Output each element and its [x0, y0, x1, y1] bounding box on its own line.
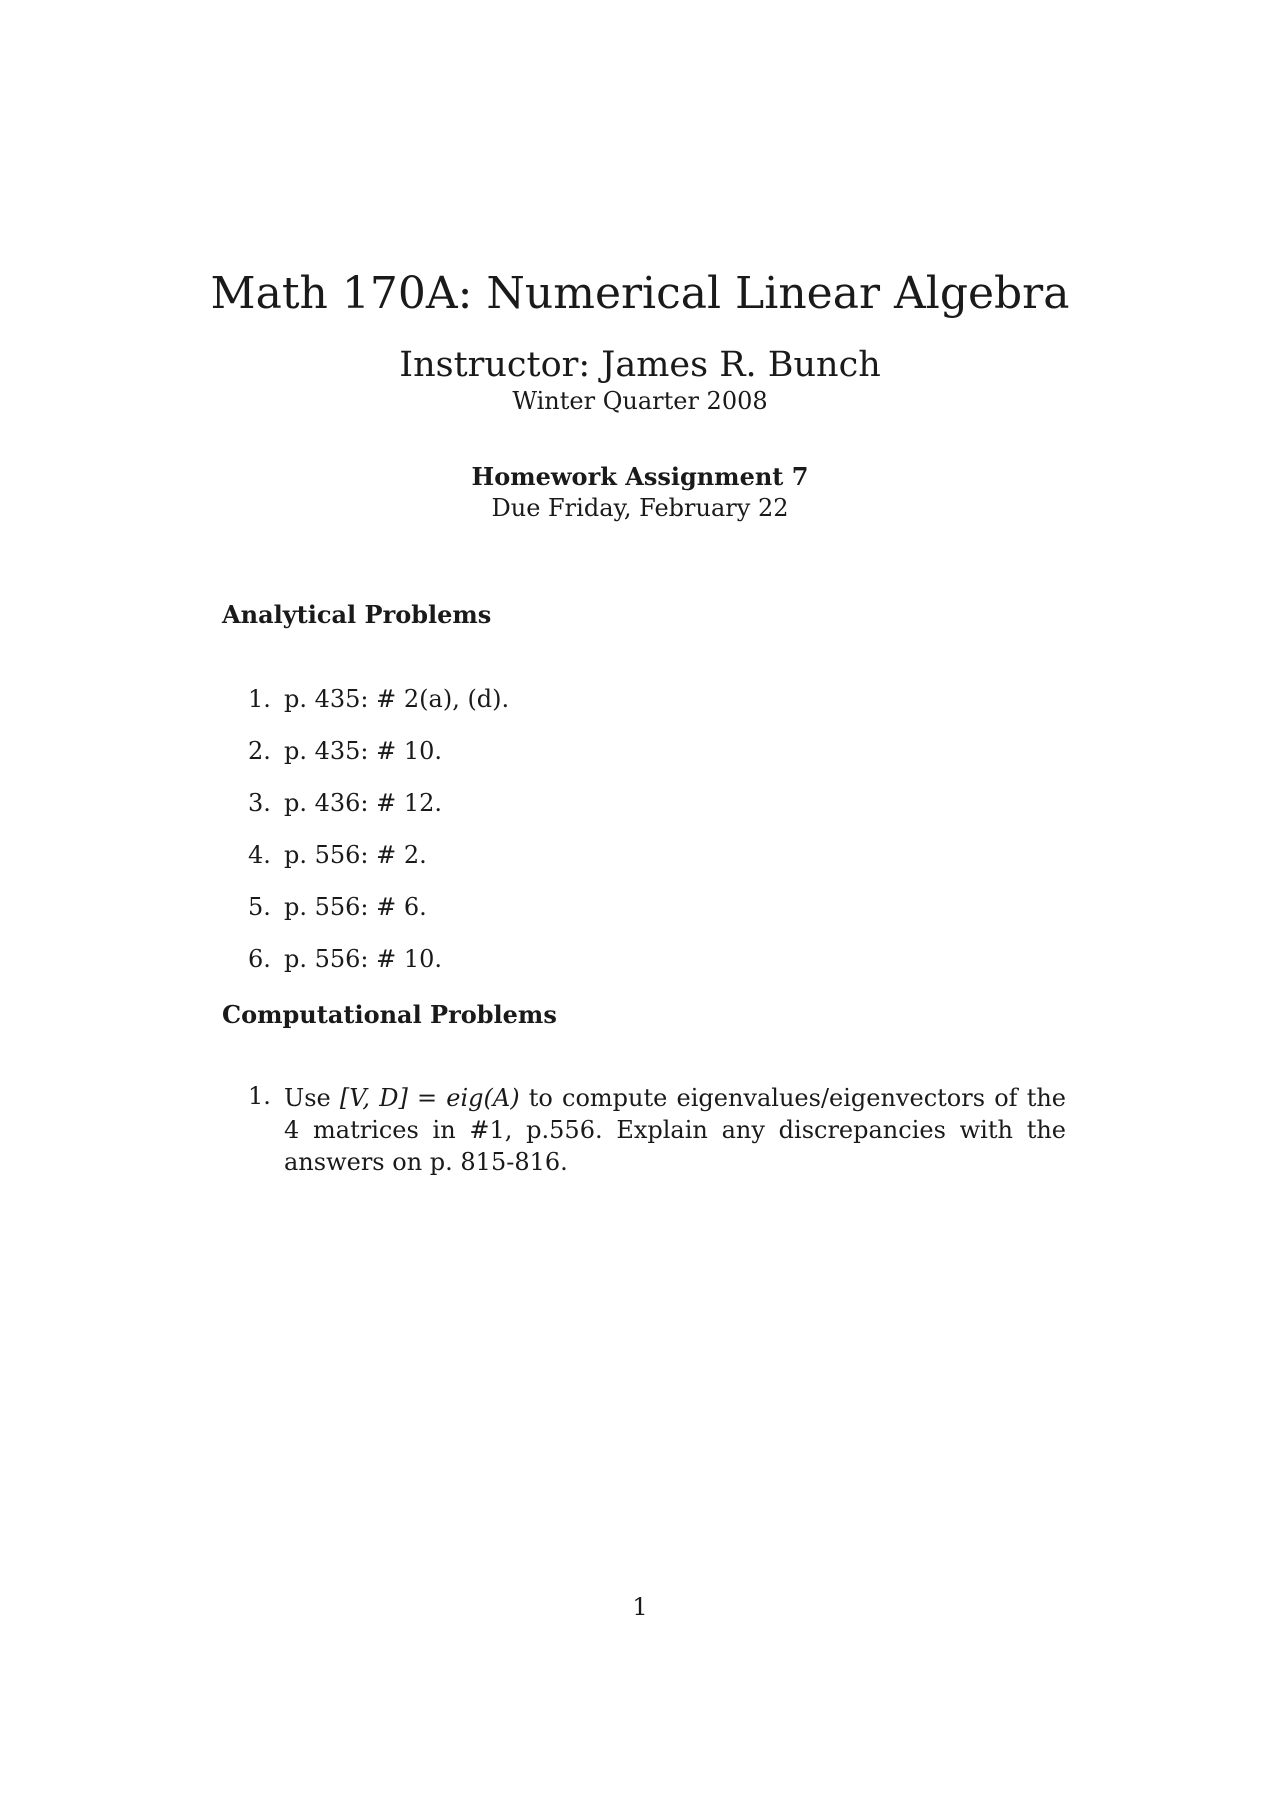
- item-number: 5.: [248, 893, 271, 921]
- item-text: p. 435: # 2(a), (d).: [284, 685, 510, 713]
- list-item: [248, 893, 509, 945]
- item-number: 1.: [248, 685, 271, 713]
- item-text: p. 556: # 2.: [284, 841, 427, 869]
- item-text: p. 556: # 6.: [284, 893, 427, 921]
- item-text-lead: Use: [284, 1084, 340, 1112]
- course-title: Math 170A: Numerical Linear Algebra: [210, 268, 1070, 319]
- analytical-problems-list: [248, 685, 509, 997]
- instructor-line: Instructor: James R. Bunch: [399, 345, 881, 385]
- page-number: 1: [632, 1593, 648, 1621]
- list-item: [248, 685, 509, 737]
- item-number: 6.: [248, 945, 271, 973]
- list-item: [248, 1082, 1068, 1178]
- due-date: Due Friday, February 22: [491, 494, 789, 522]
- assignment-title: Homework Assignment 7: [471, 462, 809, 491]
- item-text: [284, 1082, 1066, 1178]
- computational-problems-list: [248, 1082, 1068, 1178]
- item-text: p. 556: # 10.: [284, 945, 443, 973]
- list-item: [248, 737, 509, 789]
- item-number: 1.: [248, 1082, 271, 1110]
- item-text: p. 436: # 12.: [284, 789, 443, 817]
- item-text: p. 435: # 10.: [284, 737, 443, 765]
- quarter-line: Winter Quarter 2008: [512, 387, 768, 415]
- item-number: 4.: [248, 841, 271, 869]
- item-text-rest: to compute eigenvalues/eigenvectors of the 4 matrices in #1, p.556. Explain any discrepancies with the answers on p. 815-816.: [284, 1084, 1067, 1176]
- analytical-problems-heading: Analytical Problems: [222, 600, 492, 629]
- list-item: [248, 789, 509, 841]
- item-number: 3.: [248, 789, 271, 817]
- math-expression: [V, D] = eig(A): [339, 1084, 520, 1112]
- list-item: [248, 841, 509, 893]
- list-item: [248, 945, 509, 997]
- item-number: 2.: [248, 737, 271, 765]
- computational-problems-heading: Computational Problems: [222, 1000, 557, 1029]
